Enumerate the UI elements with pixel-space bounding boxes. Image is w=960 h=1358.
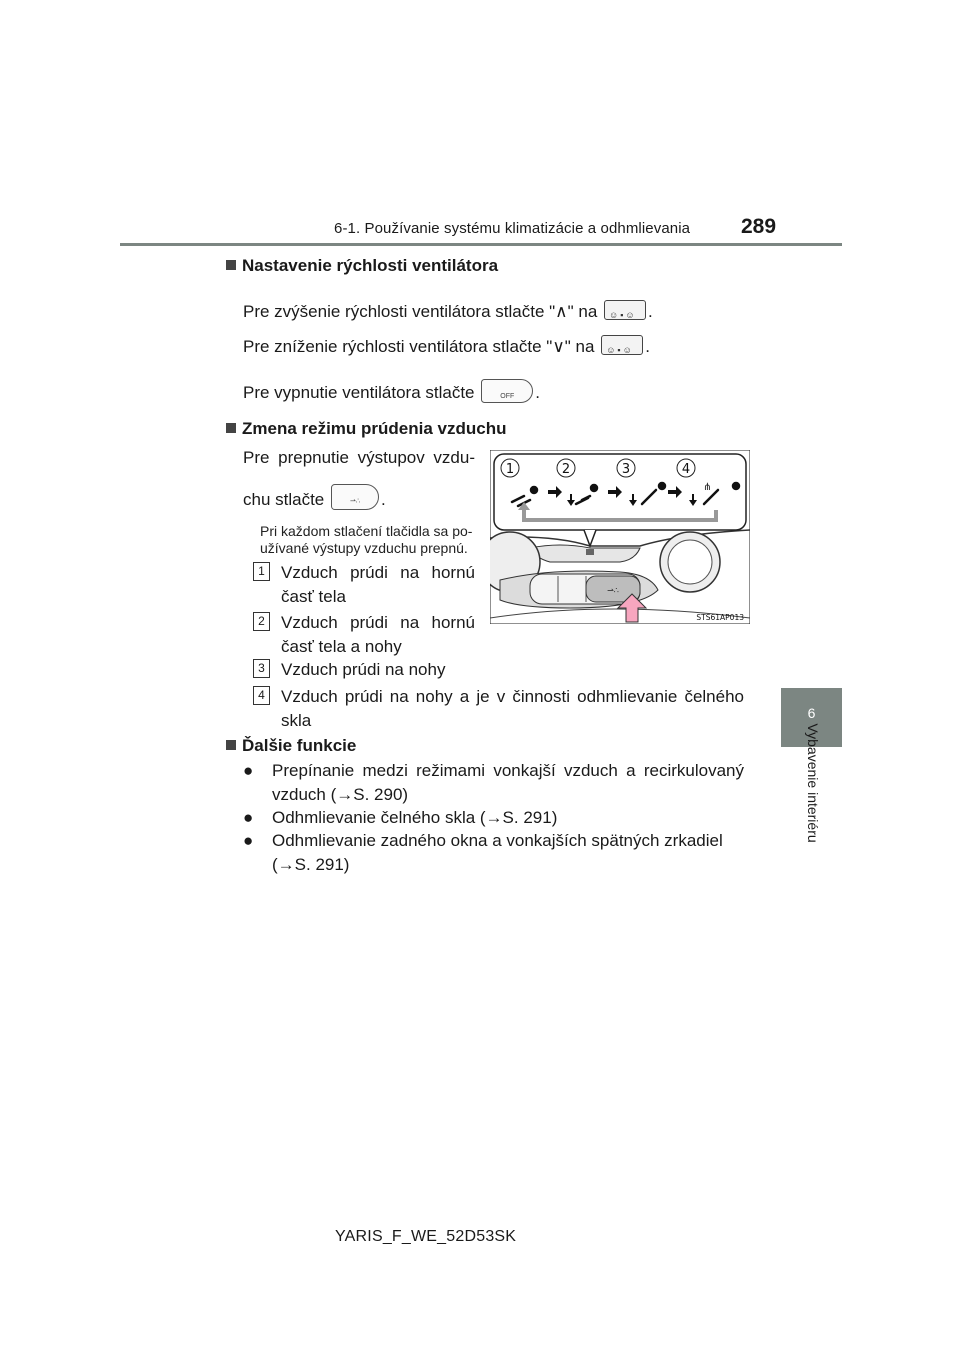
airflow-note-2: užívané výstupy vzduchu prepnú.	[260, 540, 468, 556]
figure-callout-2: 2	[561, 462, 571, 477]
dot-bullet-icon: ●	[243, 831, 254, 850]
airflow-note-1: Pri každom stlačení tlačidla sa po-	[260, 523, 473, 539]
mode-4-number: 4	[253, 686, 270, 705]
square-bullet-icon	[226, 740, 236, 750]
figure-code: STS61AP013	[696, 613, 744, 622]
fan-off-text: Pre vypnutie ventilátora stlačte OFF .	[243, 379, 540, 404]
mode-3-line1: Vzduch prúdi na nohy	[281, 660, 446, 679]
figure-callout-3: 3	[621, 462, 631, 477]
other-item-1-line2: vzduch (→S. 290)	[272, 785, 409, 804]
other-item-3-line2: (→S. 291)	[272, 855, 350, 874]
airflow-line2: chu stlačte ⇀∴ .	[243, 484, 386, 511]
airflow-mode-figure	[490, 450, 750, 624]
svg-text:⇀∴: ⇀∴	[607, 586, 619, 595]
off-key-icon: OFF	[481, 379, 533, 403]
header-title: 6-1. Používanie systému klimatizácie a odhmlievania	[334, 220, 691, 237]
airflow-line1: Pre prepnutie výstupov vzdu-	[243, 448, 475, 467]
mode-4-line2: skla	[281, 711, 312, 730]
mode-1-line2: časť tela	[281, 587, 346, 606]
fan-control-key-icon: ☺▪☺	[604, 300, 646, 320]
mode-2-line2: časť tela a nohy	[281, 637, 402, 656]
dot-bullet-icon: ●	[243, 761, 254, 780]
fan-up-text: Pre zvýšenie rýchlosti ventilátora stlačte "∧" na ☺▪☺ .	[243, 302, 653, 321]
page-number: 289	[741, 215, 777, 238]
dot-bullet-icon: ●	[243, 808, 254, 827]
other-item-3-line1: Odhmlievanie zadného okna a vonkajších spätných zrkadiel	[272, 831, 723, 850]
mode-3-number: 3	[253, 659, 270, 678]
header-rule	[120, 243, 842, 246]
mode-key-icon: ⇀∴	[331, 484, 379, 510]
mode-4-line1: Vzduch prúdi na nohy a je v činnosti odhmlievanie čelného	[281, 687, 744, 706]
airflow-heading: Zmena režimu prúdenia vzduchu	[226, 419, 507, 439]
fan-down-text: Pre zníženie rýchlosti ventilátora stlačte "∨" na ☺▪☺ .	[243, 337, 650, 356]
fan-control-key-icon: ☺▪☺	[601, 335, 643, 355]
mode-1-line1: Vzduch prúdi na hornú	[281, 563, 475, 582]
mode-2-number: 2	[253, 612, 270, 631]
other-item-1-line1: Prepínanie medzi režimami vonkajší vzduch a recirkulovaný	[272, 761, 744, 780]
svg-text:⋔: ⋔	[703, 482, 712, 493]
mode-2-line1: Vzduch prúdi na hornú	[281, 613, 475, 632]
fan-heading: Nastavenie rýchlosti ventilátora	[226, 256, 498, 276]
document-code: YARIS_F_WE_52D53SK	[335, 1228, 517, 1245]
chapter-label: Vybavenie interiéru	[805, 723, 821, 843]
square-bullet-icon	[226, 423, 236, 433]
square-bullet-icon	[226, 260, 236, 270]
other-heading: Ďalšie funkcie	[226, 736, 356, 756]
mode-1-number: 1	[253, 562, 270, 581]
other-item-2-line1: Odhmlievanie čelného skla (→S. 291)	[272, 808, 558, 827]
figure-callout-4: 4	[681, 462, 691, 477]
figure-callout-1: 1	[505, 462, 515, 477]
chapter-number: 6	[807, 705, 816, 721]
